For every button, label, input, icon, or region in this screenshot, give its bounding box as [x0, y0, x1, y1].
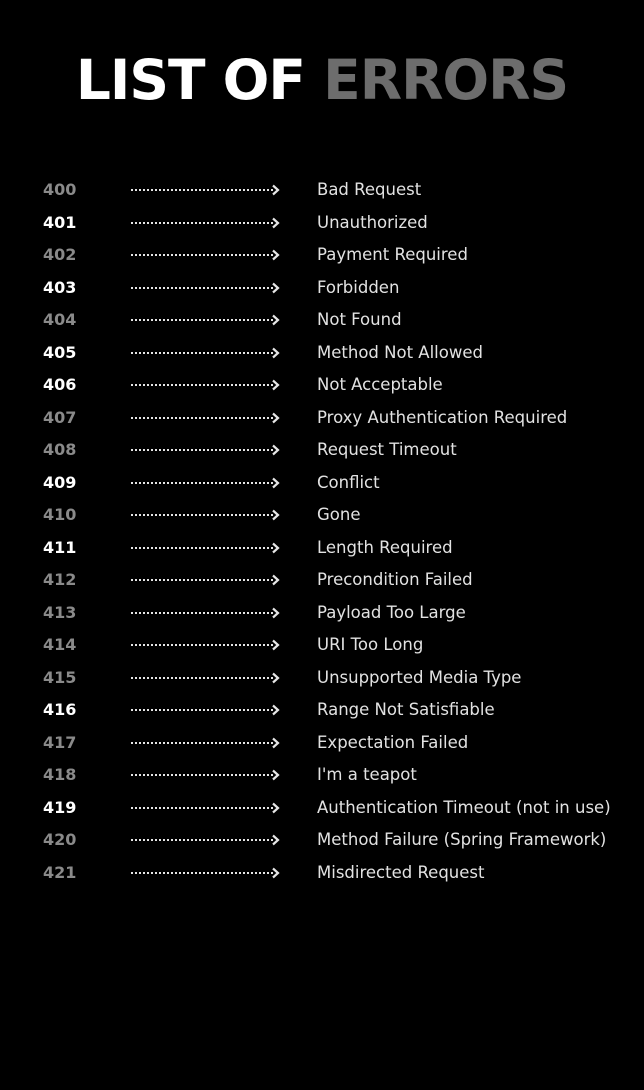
dotted-arrow-icon [130, 866, 282, 880]
dotted-arrow-icon [130, 281, 282, 295]
dotted-arrow-icon [130, 508, 282, 522]
error-description: Gone [317, 505, 361, 524]
error-code: 404 [43, 310, 77, 329]
dotted-arrow-icon [130, 671, 282, 685]
error-code-list [0, 174, 644, 889]
error-code: 402 [43, 245, 77, 264]
title-part-gray: ERRORS [323, 48, 569, 112]
error-description: Unauthorized [317, 212, 428, 232]
error-description: Not Found [317, 310, 402, 329]
error-code: 403 [43, 277, 77, 297]
error-code: 416 [43, 700, 77, 719]
error-code: 417 [43, 732, 77, 752]
list-item [0, 174, 644, 207]
list-item [0, 402, 644, 435]
error-description: Conflict [317, 472, 380, 492]
dotted-arrow-icon [130, 476, 282, 490]
error-description: Length Required [317, 537, 453, 557]
error-code: 405 [43, 342, 77, 362]
error-code: 409 [43, 472, 77, 492]
error-description: Method Not Allowed [317, 342, 483, 362]
error-description: Expectation Failed [317, 732, 469, 752]
title-part-white: LIST OF [75, 48, 305, 112]
list-item [0, 662, 644, 695]
dotted-arrow-icon [130, 216, 282, 230]
list-item [0, 304, 644, 337]
error-description: Proxy Authentication Required [317, 407, 568, 427]
list-item [0, 857, 644, 890]
list-item [0, 532, 644, 565]
error-code: 412 [43, 570, 77, 589]
list-item [0, 694, 644, 727]
list-item [0, 629, 644, 662]
list-item [0, 792, 644, 825]
error-code: 419 [43, 797, 77, 817]
page-title [0, 44, 644, 116]
error-code: 407 [43, 407, 77, 427]
error-code: 410 [43, 505, 77, 524]
error-code: 421 [43, 862, 77, 882]
error-code: 411 [43, 537, 77, 557]
list-item [0, 727, 644, 760]
list-item [0, 369, 644, 402]
list-item [0, 499, 644, 532]
error-code: 408 [43, 440, 77, 459]
list-item [0, 564, 644, 597]
list-item [0, 207, 644, 240]
list-item [0, 467, 644, 500]
error-description: Authentication Timeout (not in use) [317, 797, 611, 817]
error-description: Unsupported Media Type [317, 667, 522, 687]
dotted-arrow-icon [130, 638, 282, 652]
error-code: 414 [43, 635, 77, 654]
dotted-arrow-icon [130, 606, 282, 620]
dotted-arrow-icon [130, 411, 282, 425]
list-item [0, 337, 644, 370]
error-description: Misdirected Request [317, 862, 485, 882]
error-description: Precondition Failed [317, 570, 473, 589]
error-code: 400 [43, 180, 77, 199]
error-description: Payload Too Large [317, 602, 466, 622]
error-description: Range Not Satisfiable [317, 700, 495, 719]
dotted-arrow-icon [130, 541, 282, 555]
dotted-arrow-icon [130, 183, 282, 197]
error-description: Request Timeout [317, 440, 457, 459]
error-code: 406 [43, 375, 77, 394]
error-code: 413 [43, 602, 77, 622]
list-item [0, 272, 644, 305]
error-description: Bad Request [317, 180, 422, 199]
error-description: Method Failure (Spring Framework) [317, 830, 607, 849]
list-item [0, 824, 644, 857]
error-description: I'm a teapot [317, 765, 417, 784]
error-description: Payment Required [317, 245, 468, 264]
dotted-arrow-icon [130, 768, 282, 782]
dotted-arrow-icon [130, 443, 282, 457]
dotted-arrow-icon [130, 833, 282, 847]
error-code: 415 [43, 667, 77, 687]
dotted-arrow-icon [130, 248, 282, 262]
list-item [0, 597, 644, 630]
list-item [0, 239, 644, 272]
error-description: URI Too Long [317, 635, 424, 654]
dotted-arrow-icon [130, 346, 282, 360]
dotted-arrow-icon [130, 703, 282, 717]
error-code: 418 [43, 765, 77, 784]
dotted-arrow-icon [130, 736, 282, 750]
dotted-arrow-icon [130, 378, 282, 392]
error-description: Forbidden [317, 277, 400, 297]
dotted-arrow-icon [130, 313, 282, 327]
dotted-arrow-icon [130, 573, 282, 587]
error-description: Not Acceptable [317, 375, 443, 394]
dotted-arrow-icon [130, 801, 282, 815]
list-item [0, 759, 644, 792]
error-code: 401 [43, 212, 77, 232]
error-code: 420 [43, 830, 77, 849]
list-item [0, 434, 644, 467]
